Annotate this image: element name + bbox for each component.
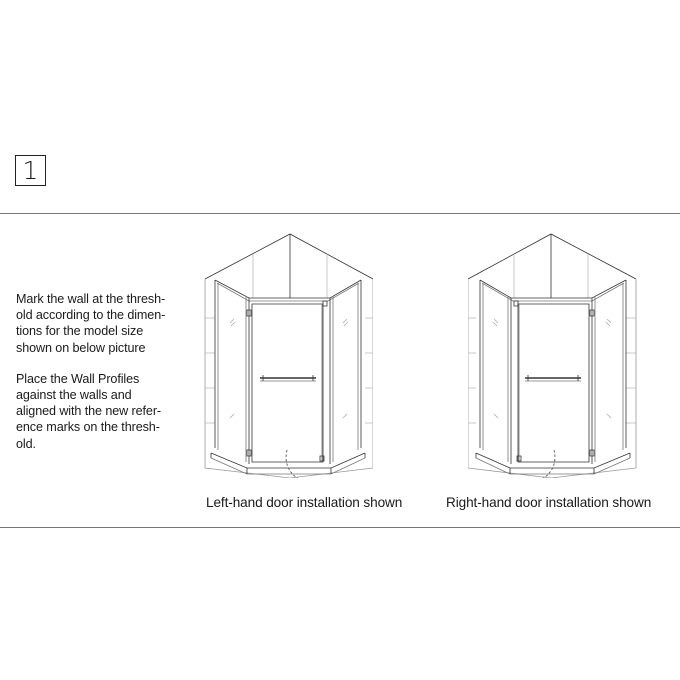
instruction-paragraph-2: Place the Wall Profiles against the walls and aligned with the new refer- ence marks on the thresh- old. <box>16 371 162 451</box>
step-number-box <box>15 155 46 186</box>
instruction-text <box>16 291 201 467</box>
left-hand-door-diagram <box>203 228 373 478</box>
right-hand-door-diagram <box>468 228 638 478</box>
step-number: 1 <box>22 156 39 185</box>
instruction-paragraph-1: Mark the wall at the thresh- old according to the dimen- tions for the model size shown on below picture <box>16 292 166 355</box>
right-hand-caption: Right-hand door installation shown <box>446 495 652 510</box>
left-hand-caption: Left-hand door installation shown <box>206 495 403 510</box>
